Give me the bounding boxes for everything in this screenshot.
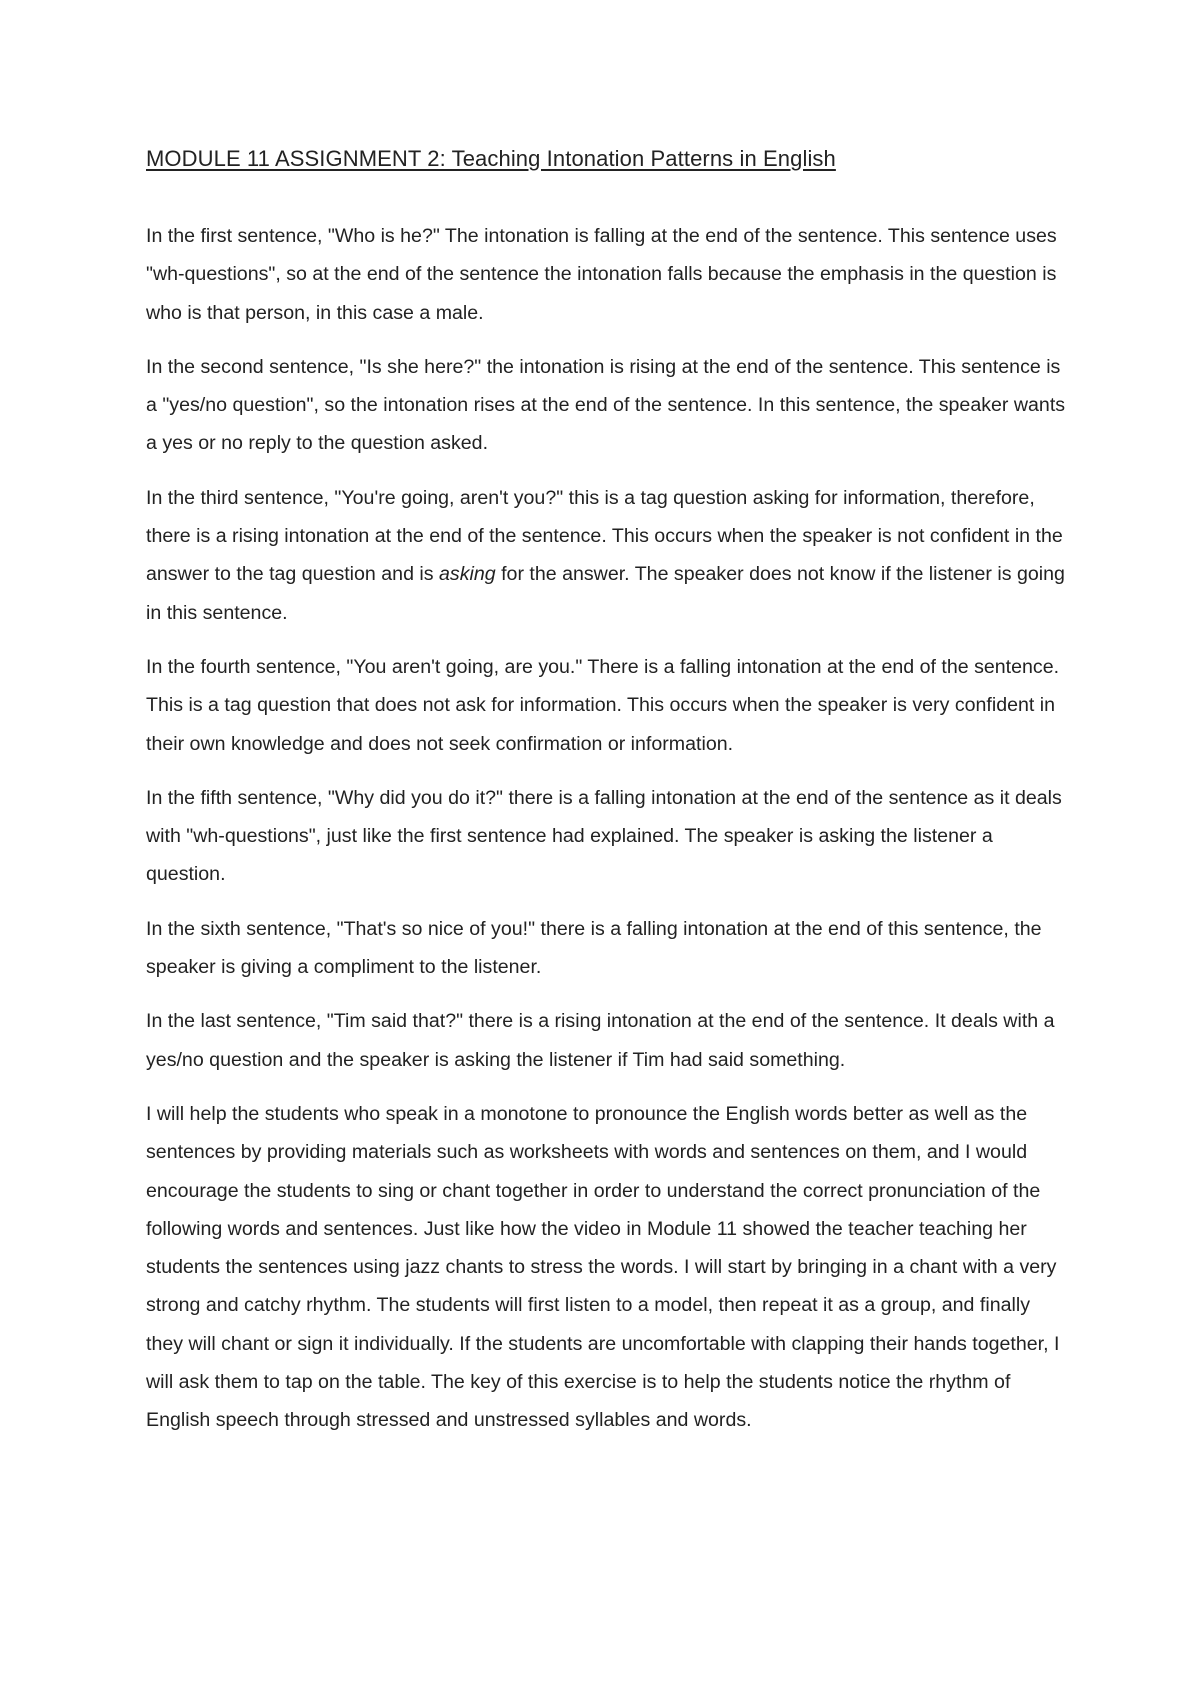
paragraph-text: In the third sentence, "You're going, aren't you?" this is a tag question asking for information, therefore, there is a rising intonation at the end of the sentence. This occurs when the speaker is not confident in the answer to the tag question and is (146, 486, 1063, 586)
paragraph-sixth-sentence: In the sixth sentence, "That's so nice of you!" there is a falling intonation at the end of this sentence, the speaker is giving a compliment to the listener. (146, 917, 1042, 979)
document-body (146, 141, 1066, 1456)
paragraph-text: for the answer. The speaker does not know if the listener is going in this sentence. (146, 563, 1065, 624)
paragraph-teaching-plan: I will help the students who speak in a monotone to pronounce the English words better as well as the sentences by providing materials such as worksheets with words and sentences on them, and I would encourage the students to sing or chant together in order to understand the correct pronunciation of the following words and sentences. Just like how the video in Module 11 showed the teacher teaching her students the sentences using jazz chants to stress the words. I will start by bringing in a chant with a very strong and catchy rhythm. The students will first listen to a model, then repeat it as a group, and finally they will chant or sign it individually. If the students are uncomfortable with clapping their hands together, I will ask them to tap on the table. The key of this exercise is to help the students notice the rhythm of English speech through stressed and unstressed syllables and words. (146, 1102, 1060, 1432)
paragraph-third-sentence (146, 479, 1066, 632)
paragraph-last-sentence: In the last sentence, "Tim said that?" there is a rising intonation at the end of the sentence. It deals with a yes/no question and the speaker is asking the listener if Tim had said something. (146, 1010, 1055, 1071)
emphasized-word: asking (439, 563, 496, 586)
document-title: MODULE 11 ASSIGNMENT 2: Teaching Intonation Patterns in English (146, 146, 836, 171)
paragraph-fourth-sentence: In the fourth sentence, "You aren't going, are you." There is a falling intonation at the end of the sentence. This is a tag question that does not ask for information. This occurs when the speaker is very confident in their own knowledge and does not seek confirmation or information. (146, 655, 1060, 755)
paragraph-second-sentence: In the second sentence, "Is she here?" the intonation is rising at the end of the sentence. This sentence is a "yes/no question", so the intonation rises at the end of the sentence. In this sentence, the speaker wants a yes or no reply to the question asked. (146, 355, 1066, 455)
paragraph-fifth-sentence: In the fifth sentence, "Why did you do it?" there is a falling intonation at the end of the sentence as it deals with "wh-questions", just like the first sentence had explained. The speaker is asking the listener a question. (146, 786, 1062, 886)
paragraph-first-sentence: In the first sentence, "Who is he?" The intonation is falling at the end of the sentence. This sentence uses "wh-questions", so at the end of the sentence the intonation falls because the emphasis in the question is who is that person, in this case a male. (146, 225, 1057, 324)
